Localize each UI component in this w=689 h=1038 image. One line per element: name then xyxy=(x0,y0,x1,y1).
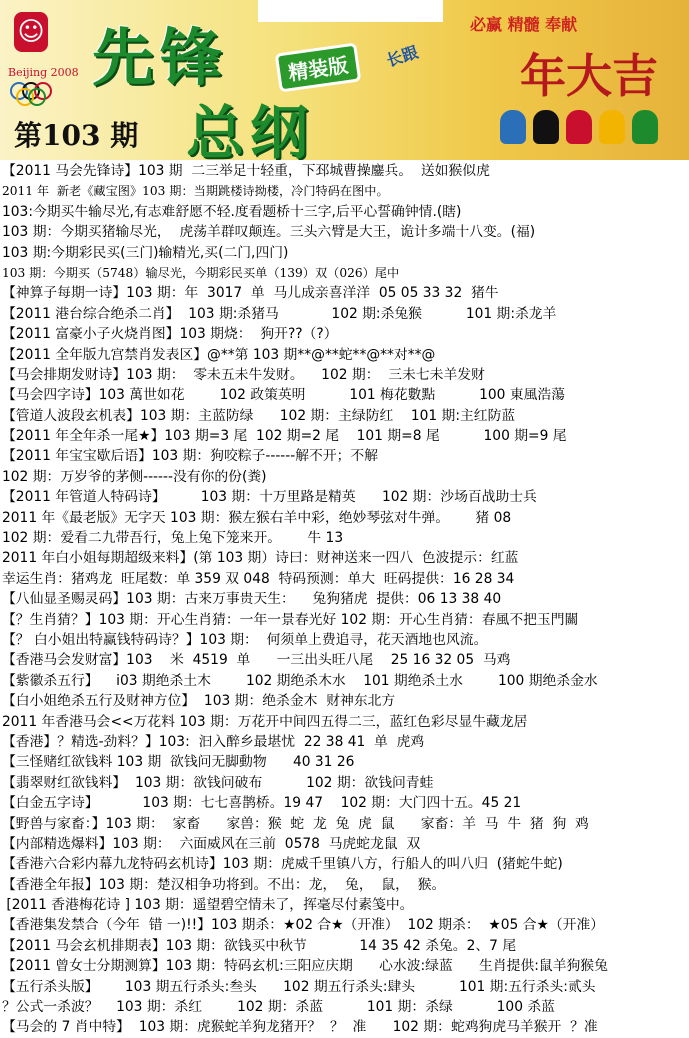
edition-badge: 精装版 xyxy=(275,42,362,92)
text-line: 【2011 年全年杀一尾★】103 期=3 尾 102 期=2 尾 101 期=8 尾 100 期=9 尾 xyxy=(2,428,567,445)
text-line: 【内部精选爆料】103 期： 六面威风在三前 0578 马虎蛇龙鼠 双 xyxy=(2,835,421,852)
text-line: 【五行杀头版】 103 期五行杀头:叁头 102 期五行杀头:肆头 101 期:五行杀头:贰头 xyxy=(2,978,596,995)
text-line: 【香港全年报】103 期：楚汉相争功将到。不出：龙， 兔， 鼠， 猴。 xyxy=(2,876,446,893)
text-lines xyxy=(0,160,689,1038)
banner-subtitle: 总纲 xyxy=(186,99,315,160)
text-line: 2011 年白小姐每期超级来料】(第 103 期）诗曰：财神送来一四八 色波提示：红蓝 xyxy=(2,550,519,567)
text-line: 【紫徽杀五行】 i03 期绝杀土木 102 期绝杀木水 101 期绝杀土水 100 期绝杀金水 xyxy=(2,672,598,689)
beijing-2008-emblem-icon: ☺ xyxy=(14,12,48,52)
text-line: 【香港】？精选-劲料？】103: 汩入醉乡最堪忧 22 38 41 单 虎鸡 xyxy=(2,733,425,750)
issue-number: 第103 期 xyxy=(14,119,139,152)
text-line: 【2011 马会先锋诗】103 期 二三举足十轻重，下邳城曹操鏖兵。 送如猴似虎 xyxy=(2,163,490,179)
text-line: 【马会排期发财诗】103 期： 零未五未牛发财。 102 期： 三未七未羊发财 xyxy=(2,366,485,383)
text-line: 【马会四字诗】103 萬世如花 102 政策英明 101 梅花數點 100 東風浩蕩 xyxy=(2,387,566,404)
text-line: 【2011 马会玄机排期表】103 期：欲钱买中秋节 14 35 42 杀兔。2、7 尾 xyxy=(2,937,517,954)
text-line: 102 期：万岁爷的茅侧------没有你的份(粪) xyxy=(2,468,267,485)
text-line: 103 期:今期彩民买(三门)输精光,买(二门,四门) xyxy=(2,244,289,261)
banner-year-text: 年大吉 xyxy=(520,49,658,103)
text-line: 【管道人波段玄机表】103 期：主蓝防绿 102 期：主绿防红 101 期:主红防蓝 xyxy=(2,407,516,424)
banner-slogan: 必赢 精髓 奉献 xyxy=(470,15,578,34)
text-line: 2011 年《最老版》无字天 103 期：猴左猴右羊中彩，绝妙琴弦对牛弹。 猪 08 xyxy=(2,509,512,526)
text-line: 幸运生肖：猪鸡龙 旺尾数：单 359 双 048 特码预测：单大 旺码提供：16 28 34 xyxy=(2,570,515,587)
text-line: 【2011 富豪小子火烧肖图】103 期烧： 狗开??（?） xyxy=(2,326,338,343)
text-line: 103 期：今期买（5748）输尽光，今期彩民买单（139）双（026）尾中 xyxy=(2,265,400,280)
text-line: 【白小姐绝杀五行及财神方位】 103 期：绝杀金木 财神东北方 xyxy=(2,693,396,710)
text-line: 【2011 港台综合绝杀二肖】 103 期:杀猪马 102 期:杀兔猴 101 期:杀龙羊 xyxy=(2,305,557,322)
text-line: 【三怪赌红欲钱料 103 期 欲钱问无脚動物 40 31 26 xyxy=(2,754,355,771)
text-line: 【？ 白小姐出特赢钱特码诗？】103 期： 何须单上费追寻，花天酒地也风流。 xyxy=(2,631,488,648)
text-line: 【香港集发禁合（今年 错 一)!!】103 期杀：★02 合★（开准） 102 期杀： ★05 合★（开准） xyxy=(2,917,605,934)
text-line: [2011 香港梅花诗 ] 103 期：遥望碧空情未了，挥毫尽付素笺中。 xyxy=(2,897,414,914)
banner-white-strip xyxy=(258,0,443,22)
text-line: 【香港六合彩内幕九龙特码玄机诗】103 期：虎威千里镇八方，行船人的叫八归 (猪蛇牛蛇) xyxy=(2,856,563,873)
olympic-rings-icon xyxy=(10,82,70,100)
text-line: 【？生肖猜？】103 期：开心生肖猜：一年一景春光好 102 期：开心生肖猜：春風不把玉門關 xyxy=(2,611,579,628)
text-line: 102 期：爱看二九带吾行，兔上兔下笼来开。 牛 13 xyxy=(2,530,344,547)
header-banner xyxy=(0,0,689,160)
text-line: 【翡翠财红欲钱料】 103 期：欲钱问破布 102 期：欲钱问青蛙 xyxy=(2,774,434,791)
text-line: 【白金五字诗】 103 期：七七喜鹊桥。19 47 102 期：大门四十五。45 21 xyxy=(2,795,522,812)
logo-text: Beijing 2008 xyxy=(8,66,79,79)
text-line: 【2011 曾女士分期测算】103 期：特码玄机:三阳应庆期 心水波:绿蓝 生肖提供:鼠羊狗猴兔 xyxy=(2,958,608,975)
text-line: 2011 年 新老《藏宝图》103 期：当期跳楼诗拗楼，冷门特码在图中。 xyxy=(2,184,389,199)
text-line: 【2011 年宝宝歇后语】103 期：狗咬粽子------解不开；不解 xyxy=(2,448,379,465)
text-line: ？公式一杀波？ 103 期：杀红 102 期：杀蓝 101 期：杀绿 100 杀蓝 xyxy=(2,999,555,1016)
text-line: 103 期：今期买猪输尽光， 虎荡羊群叹颠连。三头六臂是大王，诡计多端十八变。(福) xyxy=(2,224,536,241)
text-line: 【香港马会发财富】103 米 4519 单 一三出头旺八尾 25 16 32 05 马鸡 xyxy=(2,652,511,669)
text-line: 【野兽与家畜：】103 期： 家畜 家兽：猴 蛇 龙 兔 虎 鼠 家畜：羊 马 牛 猪 狗 鸡 xyxy=(2,815,589,832)
banner-longer: 长跟 xyxy=(384,42,421,71)
text-line: 【2011 全年版九宫禁肖发表区】@**第 103 期**@**蛇**@**对**@ xyxy=(2,346,436,363)
text-line: 【马会的 7 肖中特】 103 期：虎猴蛇羊狗龙猪开？ ？ 准 102 期：蛇鸡狗虎马羊猴开 ？准 xyxy=(2,1019,598,1036)
text-line: 2011 年香港马会<<万花料 103 期：万花开中间四五得二三，蓝红色彩尽显牛藏龙居 xyxy=(2,713,528,730)
text-line: 103:今期买牛输尽光,有志难舒愿不轻.度看题桥十三字,后平心誓确钟情.(瞎) xyxy=(2,203,462,220)
banner-title: 先锋 xyxy=(92,21,229,94)
text-line: 【八仙显圣赐灵码】103 期：古来万事贵天生： 兔狗猪虎 提供：06 13 38 40 xyxy=(2,591,502,608)
text-line: 【神算子每期一诗】103 期：年 3017 单 马儿成亲喜洋洋 05 05 33 32 猪牛 xyxy=(2,285,499,302)
mascots-icon xyxy=(500,110,675,150)
text-line: 【2011 年管道人特码诗】 103 期：十万里路是精英 102 期：沙场百战助士兵 xyxy=(2,489,537,506)
